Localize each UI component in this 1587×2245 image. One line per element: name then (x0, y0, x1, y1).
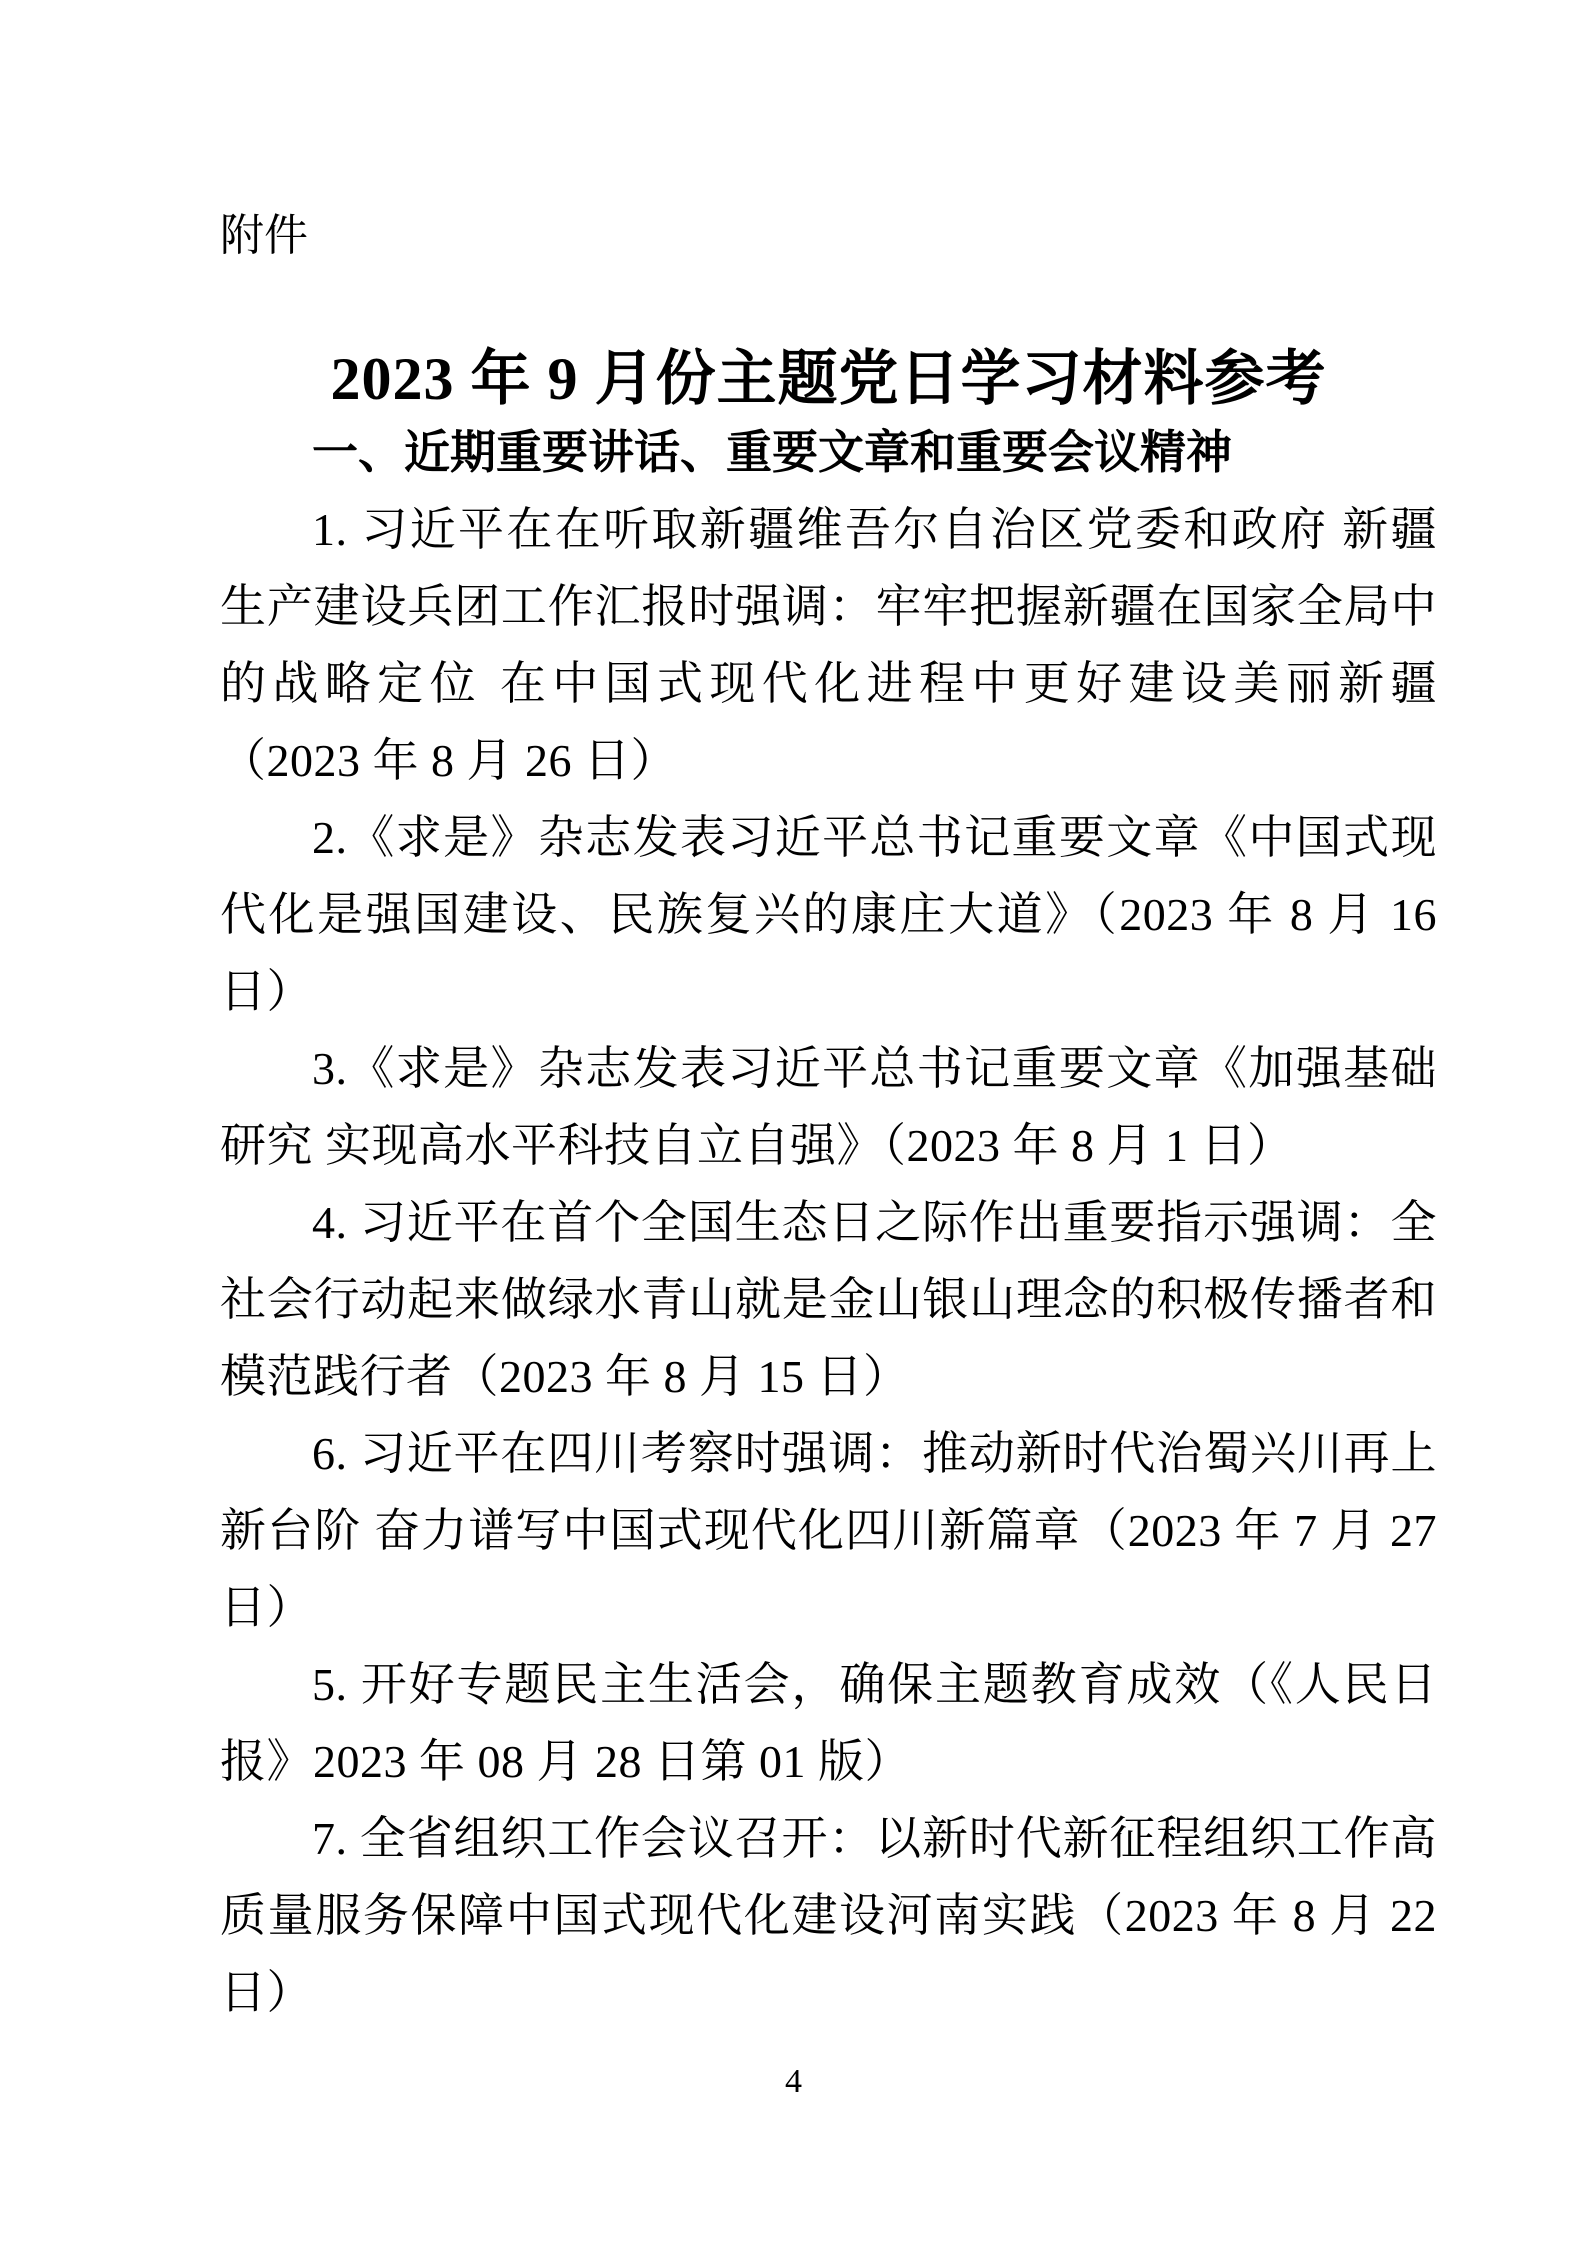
paragraph-item-5: 5. 开好专题民主生活会，确保主题教育成效（《人民日报》2023 年 08 月 28 日第 01 版） (220, 1659, 1437, 1787)
paragraph-item-4: 4. 习近平在首个全国生态日之际作出重要指示强调：全社会行动起来做绿水青山就是金山银山理念的积极传播者和模范践行者（2023 年 8 月 15 日） (220, 1197, 1437, 1402)
document-content (220, 0, 1437, 2031)
paragraph-item-7: 7. 全省组织工作会议召开：以新时代新征程组织工作高质量服务保障中国式现代化建设河南实践（2023 年 8 月 22 日） (220, 1813, 1437, 2018)
attachment-label: 附件 (220, 211, 308, 260)
section-heading: 一、近期重要讲话、重要文章和重要会议精神 (312, 426, 1232, 478)
paragraph-item-3: 3.《求是》杂志发表习近平总书记重要文章《加强基础研究 实现高水平科技自立自强》（2023 年 8 月 1 日） (220, 1043, 1437, 1171)
page-number: 4 (785, 2063, 802, 2100)
paragraph-item-1: 1. 习近平在在听取新疆维吾尔自治区党委和政府 新疆生产建设兵团工作汇报时强调：牢牢把握新疆在国家全局中的战略定位 在中国式现代化进程中更好建设美丽新疆（2023 年 8 月 26 日） (220, 504, 1437, 786)
paragraph-item-2: 2.《求是》杂志发表习近平总书记重要文章《中国式现代化是强国建设、民族复兴的康庄大道》（2023 年 8 月 16 日） (220, 812, 1437, 1017)
paragraph-item-6: 6. 习近平在四川考察时强调：推动新时代治蜀兴川再上新台阶 奋力谱写中国式现代化四川新篇章（2023 年 7 月 27 日） (220, 1428, 1437, 1633)
page-title: 2023 年 9 月份主题党日学习材料参考 (330, 346, 1327, 412)
